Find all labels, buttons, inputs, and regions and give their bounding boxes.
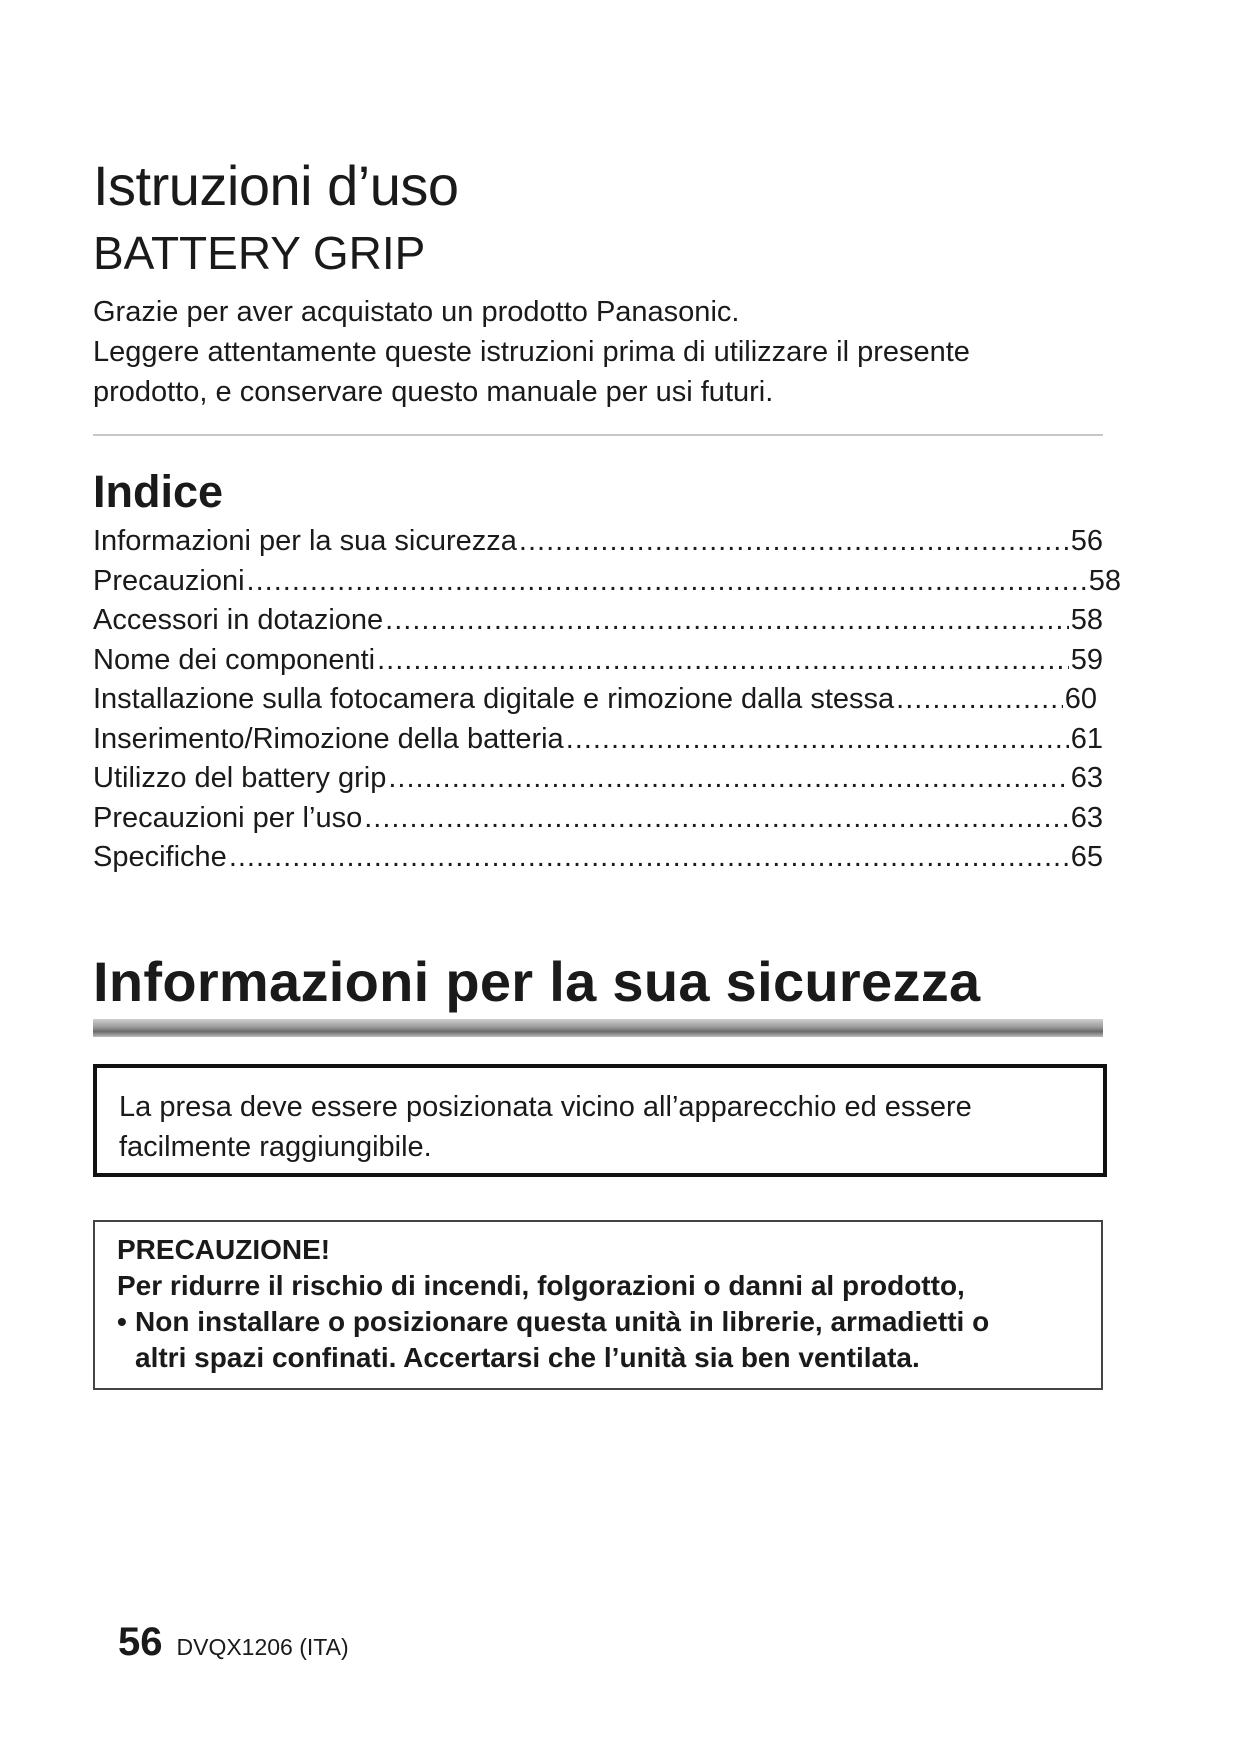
toc-entry[interactable] bbox=[93, 641, 1103, 681]
toc-entry[interactable] bbox=[93, 759, 1103, 799]
caution-title: PRECAUZIONE! bbox=[117, 1234, 331, 1265]
caution-bullet-text bbox=[135, 1304, 989, 1376]
toc-entry[interactable] bbox=[93, 720, 1103, 760]
table-of-contents bbox=[93, 522, 1121, 878]
toc-entry-label: Inserimento/Rimozione della batteria bbox=[93, 722, 564, 755]
toc-entry-label: Accessori in dotazione bbox=[93, 604, 384, 636]
bullet-icon: • bbox=[117, 1306, 127, 1337]
page-number: 56 bbox=[118, 1620, 163, 1664]
caution-bullet bbox=[117, 1304, 1079, 1376]
intro-line: Leggere attentamente queste istruzioni prima di utilizzare il presente bbox=[93, 336, 970, 368]
toc-entry-label: Utilizzo del battery grip bbox=[93, 762, 387, 794]
index-heading: Indice bbox=[93, 466, 224, 517]
notice-line: La presa deve essere posizionata vicino all’apparecchio ed essere bbox=[119, 1091, 972, 1123]
toc-entry-label: Specifiche bbox=[93, 841, 227, 873]
toc-entry-label: Installazione sulla fotocamera digitale e rimozione dalla stessa bbox=[93, 683, 895, 715]
toc-entry[interactable] bbox=[93, 562, 1121, 602]
toc-entry[interactable] bbox=[93, 680, 1097, 720]
toc-leader-dots bbox=[388, 759, 1068, 799]
toc-entry-label: Informazioni per la sua sicurezza bbox=[93, 525, 517, 557]
page-footer bbox=[118, 1620, 349, 1665]
caution-bullet-line: altri spazi confinati. Accertarsi che l’unità sia ben ventilata. bbox=[135, 1342, 920, 1373]
toc-entry-page: 61 bbox=[1070, 722, 1103, 755]
section-rule bbox=[93, 1019, 1103, 1037]
toc-entry-page: 58 bbox=[1070, 604, 1103, 636]
toc-entry-page: 60 bbox=[1064, 683, 1097, 715]
toc-entry-page: 59 bbox=[1070, 643, 1103, 676]
safety-section-heading: Informazioni per la sua sicurezza bbox=[93, 950, 981, 1013]
toc-leader-dots bbox=[377, 641, 1069, 681]
toc-leader-dots bbox=[364, 799, 1069, 839]
toc-leader-dots bbox=[229, 838, 1069, 878]
divider bbox=[93, 434, 1103, 436]
toc-entry-page: 63 bbox=[1070, 762, 1103, 794]
toc-leader-dots bbox=[566, 720, 1069, 760]
caution-bullet-line: Non installare o posizionare questa unità in librerie, armadietti o bbox=[135, 1306, 990, 1337]
toc-entry-label: Precauzioni per l’uso bbox=[93, 801, 363, 834]
toc-leader-dots bbox=[519, 522, 1069, 562]
toc-entry-label: Precauzioni bbox=[93, 564, 245, 597]
toc-entry[interactable] bbox=[93, 601, 1103, 641]
document-title: Istruzioni d’uso bbox=[93, 154, 459, 217]
outlet-notice-box bbox=[93, 1064, 1107, 1177]
intro-line: Grazie per aver acquistato un prodotto Panasonic. bbox=[93, 296, 740, 328]
toc-entry-page: 65 bbox=[1070, 841, 1103, 873]
caution-box bbox=[93, 1220, 1103, 1390]
toc-entry-page: 63 bbox=[1070, 801, 1103, 834]
intro-paragraph bbox=[93, 292, 1103, 412]
toc-leader-dots bbox=[896, 680, 1063, 720]
notice-line: facilmente raggiungibile. bbox=[119, 1131, 432, 1163]
toc-entry-page: 56 bbox=[1070, 525, 1103, 557]
intro-line: prodotto, e conservare questo manuale per usi futuri. bbox=[93, 376, 774, 408]
toc-leader-dots bbox=[247, 562, 1087, 602]
toc-entry-label: Nome dei componenti bbox=[93, 643, 376, 676]
document-code: DVQX1206 (ITA) bbox=[176, 1634, 349, 1660]
toc-entry-page: 58 bbox=[1088, 564, 1121, 597]
product-name: BATTERY GRIP bbox=[93, 227, 426, 279]
caution-line: Per ridurre il rischio di incendi, folgorazioni o danni al prodotto, bbox=[117, 1270, 965, 1301]
toc-entry[interactable] bbox=[93, 522, 1103, 562]
toc-leader-dots bbox=[385, 601, 1069, 641]
toc-entry[interactable] bbox=[93, 838, 1103, 878]
toc-entry[interactable] bbox=[93, 799, 1103, 839]
